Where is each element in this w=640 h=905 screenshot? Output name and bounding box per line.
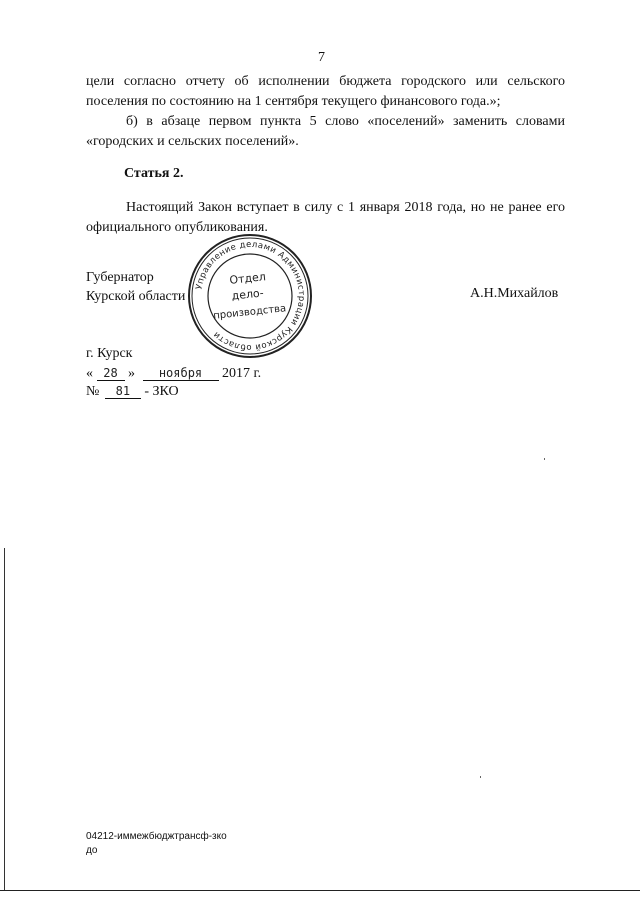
paragraph-amendment-b: б) в абзаце первом пункта 5 слово «поселений» заменить словами «городских и сельских поселений».: [86, 114, 565, 149]
scan-bottom-line: [0, 890, 640, 891]
signatory-title: [86, 268, 185, 306]
date-day: 28: [97, 366, 125, 381]
date-quote-open: «: [86, 366, 93, 381]
official-stamp: [186, 232, 314, 360]
signatory-title-line-2: Курской области: [86, 289, 186, 304]
date-month: ноября: [143, 366, 219, 381]
number-suffix: - ЗКО: [144, 384, 179, 399]
date-year: 2017 г.: [222, 366, 262, 381]
stamp-center-line-2: дело-: [230, 286, 265, 303]
scan-speck: [480, 776, 481, 778]
article-heading: Статья 2.: [124, 166, 184, 181]
issue-date: [86, 366, 261, 382]
paragraph-continuation: цели согласно отчету об исполнении бюджета городского или сельского поселения по состоянию на 1 сентября текущего финансового года.»;: [86, 74, 565, 109]
signatory-title-line-1: Губернатор: [86, 270, 154, 285]
date-quote-close: »: [128, 366, 135, 381]
scan-speck: [544, 458, 545, 460]
scan-edge-line: [4, 548, 5, 890]
document-code-line-1: 04212-иммежбюджтрансф-зко: [86, 831, 227, 842]
number-sign: №: [86, 384, 100, 399]
stamp-ring-text: Управление делами Администрации Курской области: [194, 239, 307, 353]
stamp-center-line-1: Отдел: [228, 270, 267, 287]
document-code: [86, 830, 227, 858]
law-number: [86, 384, 179, 400]
signatory-name: А.Н.Михайлов: [470, 286, 559, 301]
stamp-center-line-3: производства: [212, 303, 287, 322]
issue-place: г. Курск: [86, 346, 133, 361]
document-code-line-2: до: [86, 845, 98, 856]
number-value: 81: [105, 384, 141, 399]
page-number: 7: [318, 50, 325, 65]
paragraph-effective-date: Настоящий Закон вступает в силу с 1 января 2018 года, но не ранее его официального опубликования.: [86, 200, 565, 235]
